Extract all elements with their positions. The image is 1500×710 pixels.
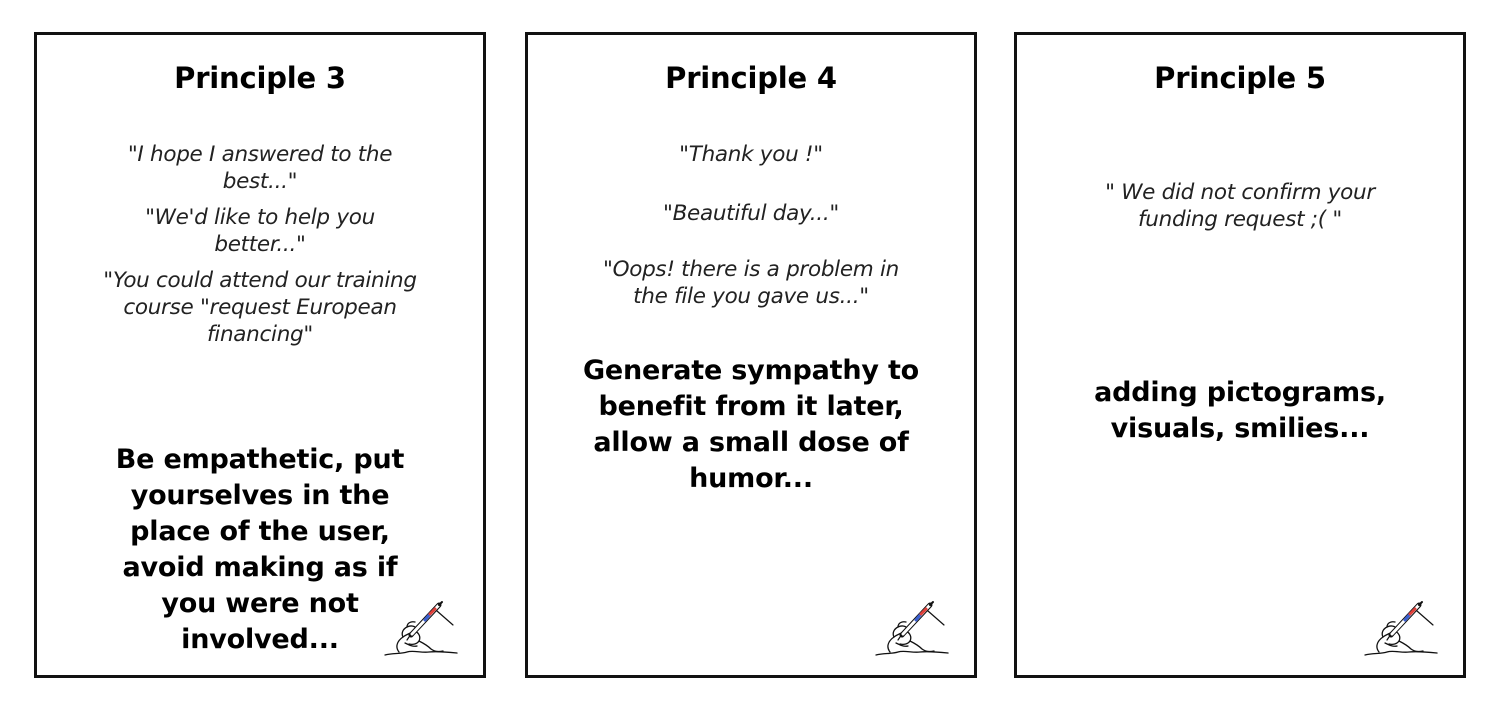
quote: " We did not confirm your funding request ;( "	[1105, 180, 1375, 232]
quote: "Thank you !"	[679, 142, 823, 167]
principle-card-4	[525, 32, 977, 678]
quote: "You could attend our training course "request European financing"	[103, 268, 417, 347]
card-title: Principle 3	[174, 61, 346, 95]
quote-list	[1081, 179, 1399, 233]
principle-statement: Generate sympathy to benefit from it later, allow a small dose of humor...	[582, 355, 920, 494]
quote: "Beautiful day..."	[663, 201, 839, 226]
principle-statement: adding pictograms, visuals, smilies...	[1094, 377, 1386, 444]
principle-card-3	[34, 32, 486, 678]
quote-list	[584, 141, 918, 310]
principle-card-5	[1014, 32, 1466, 678]
quote: "We'd like to help you better..."	[145, 205, 375, 257]
quote: "I hope I answered to the best..."	[127, 142, 393, 194]
principle-statement: Be empathetic, put yourselves in the place of the user, avoid making as if you were not involved...	[115, 444, 405, 655]
writing-hand-icon	[381, 597, 461, 661]
writing-hand-icon	[872, 597, 952, 661]
card-title: Principle 4	[665, 61, 837, 95]
writing-hand-icon	[1361, 597, 1441, 661]
card-title: Principle 5	[1154, 61, 1326, 95]
quote-list	[101, 141, 419, 348]
quote: "Oops! there is a problem in the file you gave us..."	[603, 257, 899, 309]
